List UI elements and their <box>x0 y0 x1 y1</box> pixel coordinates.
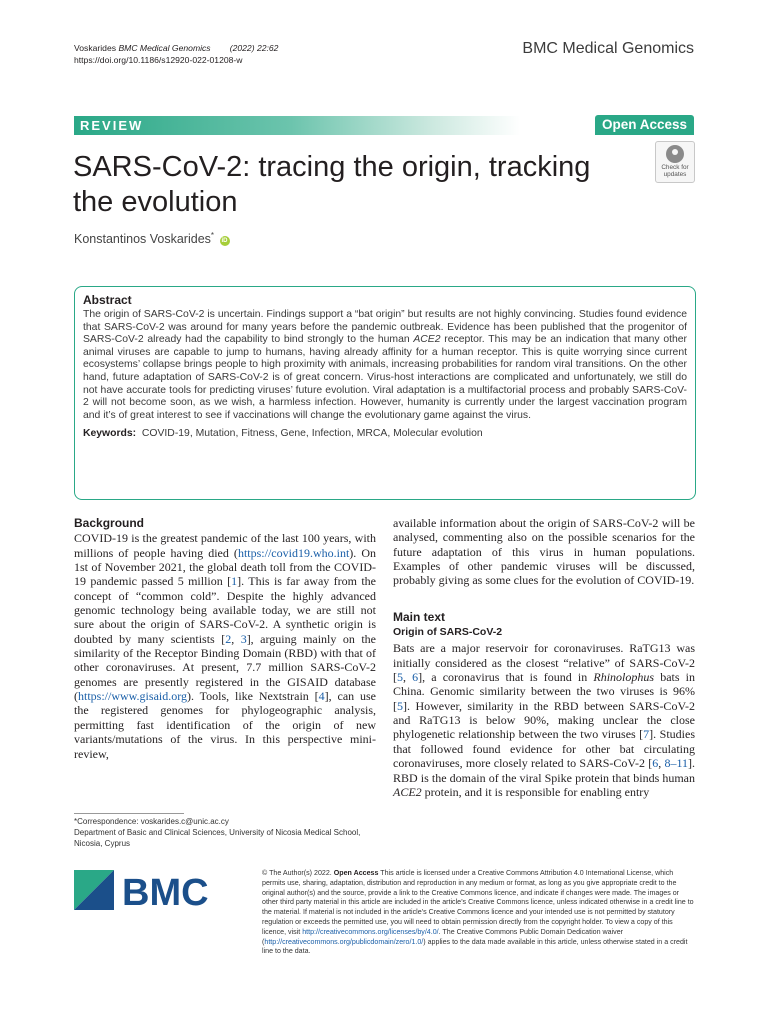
ref-link[interactable]: 1 <box>231 574 238 589</box>
citation-journal: BMC Medical Genomics <box>118 43 211 53</box>
citation-header <box>74 42 278 66</box>
ref-link[interactable]: 4 <box>318 689 325 704</box>
species-name: Rhinolophus <box>593 670 655 685</box>
gene-name: ACE2 <box>393 784 422 799</box>
check-updates-line1: Check for <box>661 164 689 171</box>
bmc-logo <box>74 868 214 912</box>
ref-link[interactable]: 2 <box>225 631 232 646</box>
license-text: © The Author(s) 2022. Open Access This article is licensed under a Creative Commons Attribution 4.0 International License, which permits use, sharing, adaptation, distribution and reproduction in any medium or format, as long as you give appropriate credit to the original author(s) and the source, provide a link to the Creative Commons licence, and indicate if changes were made. The images or other third party material in this article are included in the article’s Creative Commons licence, unless indicated otherwise in a credit line to the material. If material is not included in the article’s Creative Commons licence and your intended use is not permitted by statutory regulation or exceeds the permitted use, you will need to obtain permission directly from the copyright holder. To view a copy of this licence, visit http://creativecommons.org/licenses/by/4.0/. The Creative Commons Public Domain Dedication waiver (http://creativecommons.org/publicdomain/zero/1.0/) applies to the data made available in this article, unless otherwise stated in a credit line to the data. <box>262 869 694 956</box>
keywords <box>83 427 687 440</box>
check-for-updates-button[interactable] <box>655 141 695 183</box>
background-paragraph: COVID-19 is the greatest pandemic of the last 100 years, with millions of people having died (https://covid19.who.int). On 1st of November 2021, the global death toll from the COVID-19 pandemic passed 5 million [1]. This is far away from the concept of “common cold”. Despite the highly advanced genomic technology being available today, we are still not sure about the origin of SARS-CoV-2. A synthetic origin is doubted by many scientists [2, 3], arguing mainly on the similarity of the Receptor Binding Domain (RBD) with that of other coronaviruses. At present, 7.7 million SARS-CoV-2 genomes are presently registered in the GISAID database (https://www.gisaid.org). Tools, like Nextstrain [4], can use the registered genomes for phylogeographic analysis, permitting fast identification of the origin of new variants/mutations of the virus. In this perspective mini-review, <box>74 531 377 761</box>
correspondence-mark: * <box>210 231 215 240</box>
correspondence-email[interactable]: *Correspondence: voskarides.c@unic.ac.cy <box>74 817 229 826</box>
background-paragraph-continued: available information about the origin of SARS-CoV-2 will be analysed, commenting also on the possible scenarios for the future adaptation of this virus in human populations. Examples of other pandemic viruses will be discussed, probably giving as some clues for the evolution of COVID-19. <box>393 516 695 588</box>
body-right-column <box>393 516 695 799</box>
ref-link[interactable]: 5 <box>397 698 403 713</box>
ref-link[interactable]: 7 <box>643 727 650 742</box>
open-access-badge: Open Access <box>595 115 694 135</box>
logo-text: BMC <box>122 872 209 912</box>
article-title: SARS-CoV-2: tracing the origin, tracking the evolution <box>73 151 591 218</box>
keywords-list: COVID-19, Mutation, Fitness, Gene, Infection, MRCA, Molecular evolution <box>141 428 483 440</box>
citation-line <box>74 42 278 54</box>
subsection-heading-origin: Origin of SARS-CoV-2 <box>393 626 503 639</box>
abstract-gene: ACE2 <box>413 334 441 346</box>
section-heading-main-text: Main text <box>393 609 446 624</box>
author-name[interactable]: Konstantinos Voskarides <box>74 232 211 247</box>
ref-link[interactable]: 8–11 <box>664 756 689 771</box>
ref-link[interactable]: 5 <box>397 670 403 685</box>
ref-link[interactable]: 6 <box>652 756 659 771</box>
ref-link[interactable]: 3 <box>240 631 247 646</box>
gisaid-link[interactable]: https://www.gisaid.org <box>78 689 188 704</box>
journal-brand: BMC Medical Genomics <box>522 40 694 57</box>
footnote-rule <box>74 813 184 814</box>
cc-license-link[interactable]: http://creativecommons.org/licenses/by/4.0/ <box>302 927 439 936</box>
keywords-label: Keywords: <box>83 428 137 440</box>
article-type-label: REVIEW <box>80 118 144 133</box>
citation-year-volume: (2022) 22:62 <box>229 43 279 53</box>
footnote <box>74 816 374 849</box>
license-open-access: Open Access <box>333 869 379 877</box>
check-updates-line2: updates <box>663 171 687 178</box>
body-left-column <box>74 516 376 761</box>
affiliation: Department of Basic and Clinical Sciences, University of Nicosia Medical School, Nicosia, Cyprus <box>74 828 361 848</box>
abstract-heading: Abstract <box>83 293 132 307</box>
orcid-icon[interactable]: iD <box>221 238 228 245</box>
origin-paragraph: Bats are a major reservoir for coronaviruses. RaTG13 was initially considered as the closest “relative” of SARS-CoV-2 [5, 6], a coronavirus that is found in Rhinolophus bats in China. Genomic similarity between the two viruses is 96% [5]. However, similarity in the RBD between SARS-CoV-2 and RaTG13 is below 90%, making unclear the close phylogenetic relationship between the two viruses [7]. Studies that followed found evidence for other bat circulating coronaviruses, more closely related to SARS-CoV-2 [6, 8–11]. RBD is the domain of the viral Spike protein that binds human ACE2 protein, and it is responsible for enabling entry <box>393 641 696 799</box>
section-heading-background: Background <box>74 516 145 530</box>
ref-link[interactable]: 6 <box>412 670 419 685</box>
citation-author: Voskarides <box>74 43 117 53</box>
author-line <box>74 231 230 246</box>
covid-link[interactable]: https://covid19.who.int <box>237 545 350 560</box>
doi-link[interactable]: https://doi.org/10.1186/s12920-022-01208-w <box>74 55 243 65</box>
refresh-icon <box>666 145 684 163</box>
public-domain-link[interactable]: http://creativecommons.org/publicdomain/zero/1.0/ <box>264 937 424 946</box>
abstract-text: The origin of SARS-CoV-2 is uncertain. Findings support a “bat origin” but results are not highly convincing. Studies found evidence that SARS-CoV-2 was around for many years before the pandemic outbreak. Evidence has been published that the progenitor of SARS-CoV-2 already had the capability to bind strongly to the human ACE2 receptor. This may be an indication that many other animal viruses are capable to jump to humans, having already affinity for a human receptor. This is quite worrying since current ecosystems’ collapse brings people to high proximity with animals, increasing probabilities for random viral transitions. On the other hand, future adaptation of SARS-CoV-2 is of great concern. Virus-host interactions are complicated and unfortunately, we still do not have accurate tools for predicting viruses’ future evolution. Viral adaptation is a multifactorial process and probably SARS-CoV-2 will not become soon, as we wish, a harmless infection. However, humanity is currently under the largest vaccination program and it’s of great interest to see if vaccinations will change the evolutionary game against the virus. <box>83 309 687 421</box>
abstract-box <box>74 286 696 500</box>
